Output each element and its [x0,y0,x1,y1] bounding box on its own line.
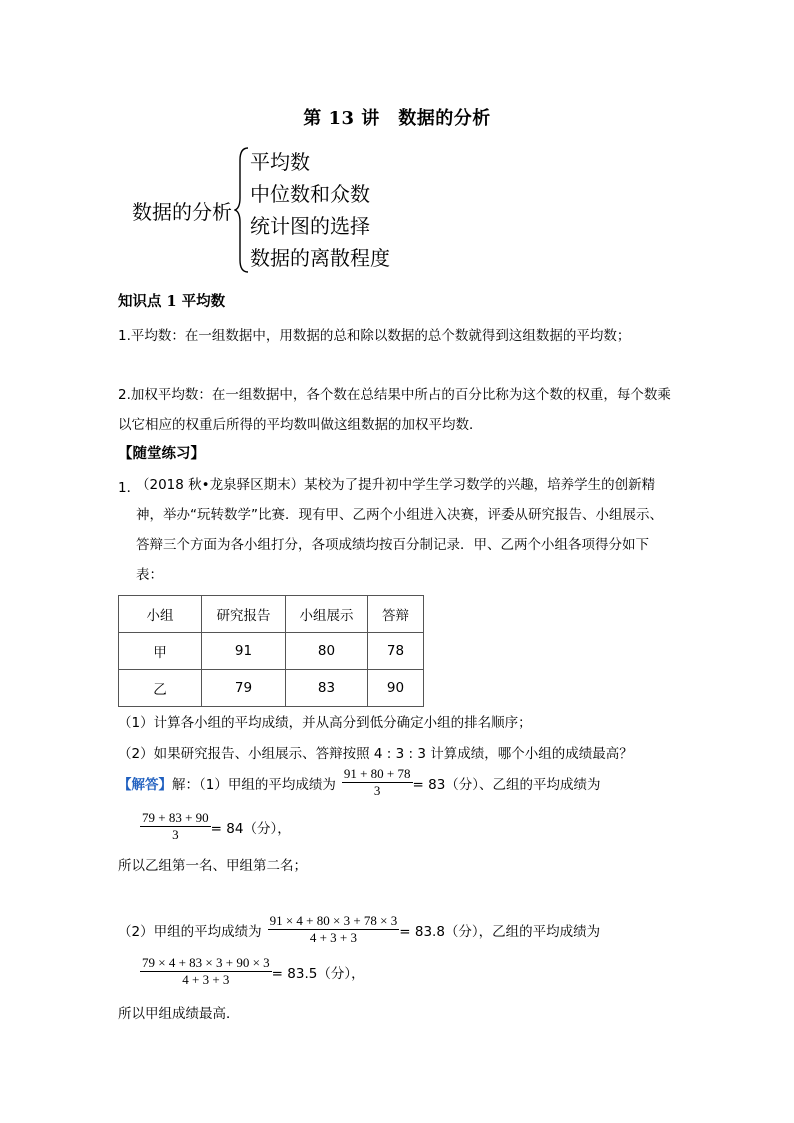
fraction-numerator: 79 + 83 + 90 [142,810,209,825]
answer-line-4 [140,955,365,988]
table-header-cell: 小组展示 [286,596,368,633]
subquestion-2: （2）如果研究报告、小组展示、答辩按照 4 : 3 : 3 计算成绩，哪个小组的成绩最高？ [118,746,633,762]
table-header-cell: 答辩 [368,596,424,633]
practice-heading: 【随堂练习】 [118,445,205,462]
tree-item: 中位数和众数 [250,182,370,206]
fraction-denominator: 4 + 3 + 3 [309,930,358,945]
fraction-numerator: 91 + 80 + 78 [343,766,411,781]
table-cell: 91 [202,633,286,670]
table-header-cell: 研究报告 [202,596,286,633]
fraction [140,810,211,843]
tree-item: 平均数 [250,150,310,174]
answer-text: （2）甲组的平均成绩为 [118,923,262,940]
fraction [268,913,400,946]
fraction-numerator: 79 × 4 + 83 × 3 + 90 × 3 [142,955,270,970]
tree-items [250,148,390,276]
question-text: （2018 秋•龙泉驿区期末）某校为了提升初中学生学习数学的兴趣，培养学生的创新精神，举办“玩转数学”比赛．现有甲、乙两个小组进入决赛，评委从研究报告、小组展示、答辩三个方面为各小组打分，各项成绩均按百分制记录．甲、乙两个小组各项得分如下表： [136,477,663,583]
answer-line-2 [140,810,291,843]
conclusion: 所以甲组成绩最高． [118,1006,240,1022]
table-cell: 甲 [119,633,202,670]
table-cell: 90 [368,670,424,707]
fraction-numerator: 91 × 4 + 80 × 3 + 78 × 3 [269,913,398,928]
answer-text: 解：（1）甲组的平均成绩为 [172,776,336,793]
table-header-row [119,596,424,633]
question-number: 1． [118,480,141,496]
kp1-heading: 知识点 1 平均数 [118,293,226,310]
fraction-denominator: 4 + 3 + 3 [182,972,230,987]
table-cell: 83 [286,670,368,707]
fraction [140,955,272,988]
table-cell: 乙 [119,670,202,707]
fraction [342,766,413,799]
table-row [119,633,424,670]
answer-text: = 84（分）， [210,820,291,837]
average-definition: 1.平均数：在一组数据中，用数据的总和除以数据的总个数就得到这组数据的平均数； [118,328,631,344]
table-row [119,670,424,707]
answer-text: = 83.5（分）， [271,965,365,982]
ranking-statement: 所以乙组第一名、甲组第二名； [118,858,307,874]
answer-tag: 【解答】 [118,776,172,793]
scores-table [118,595,424,707]
curly-brace-icon [234,146,250,274]
table-header-cell: 小组 [119,596,202,633]
tree-root-label: 数据的分析 [132,200,232,224]
answer-line-1 [118,766,601,799]
table-cell: 80 [286,633,368,670]
subquestion-1: （1）计算各小组的平均成绩，并从高分到低分确定小组的排名顺序； [118,715,532,731]
fraction-denominator: 3 [373,783,381,798]
tree-item: 数据的离散程度 [250,246,390,270]
answer-text: = 83.8（分），乙组的平均成绩为 [399,923,601,940]
answer-text: = 83（分）、乙组的平均成绩为 [412,776,601,793]
weighted-average-definition: 2.加权平均数：在一组数据中，各个数在总结果中所占的百分比称为这个数的权重，每个数乘以它相应的权重后所得的平均数叫做这组数据的加权平均数． [118,387,671,433]
table-cell: 79 [202,670,286,707]
answer-line-3 [118,913,600,946]
table-cell: 78 [368,633,424,670]
fraction-denominator: 3 [172,827,179,842]
tree-item: 统计图的选择 [250,214,370,238]
page-title: 第 13 讲 数据的分析 [303,108,491,129]
